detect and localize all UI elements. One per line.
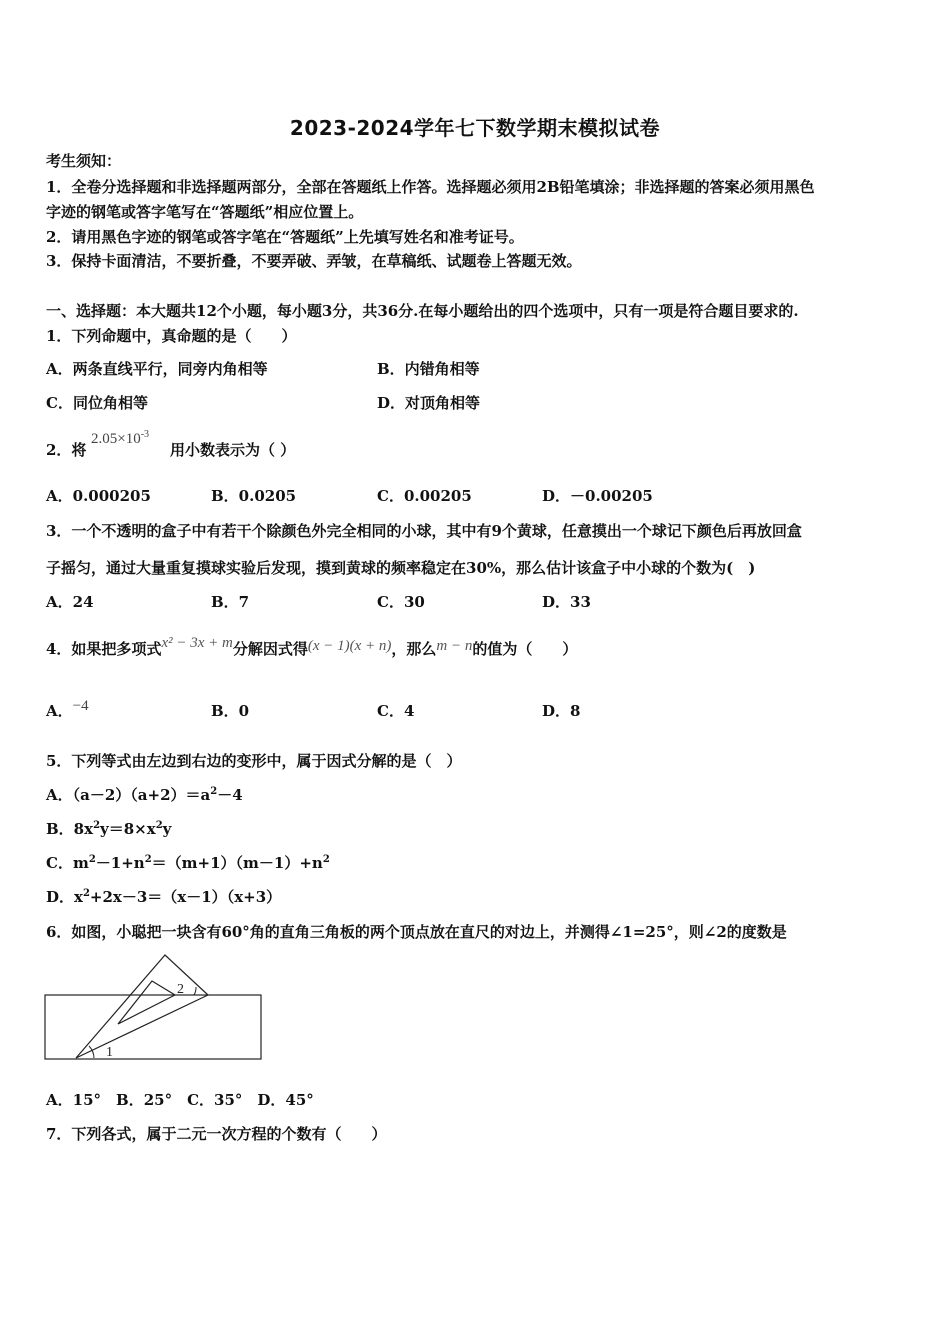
q5-d-part-2: +2x－3＝（x－1）（x+3） [89,888,282,906]
q1-option-c: C．同位角相等 [46,394,148,412]
q5-a-part-1: A．（a－2）（a+2）＝a [46,786,211,804]
q2-option-b: B．0.0205 [211,487,297,505]
q2-option-a: A．0.000205 [46,487,151,505]
q5-option-a [46,785,243,805]
q5-c-sup-2: 2 [144,854,152,865]
q4-polynomial: x² − 3x + m [161,635,233,651]
q1-option-b: B．内错角相等 [377,360,480,378]
ruler-rectangle [45,995,261,1059]
q4-option-a-label: A． [46,702,73,720]
q4-stem [46,635,578,660]
q5-c-part-2: －1+n [95,854,145,872]
notice-line-3: 2．请用黑色字迹的钢笔或答字笔在“答题纸”上先填写姓名和准考证号。 [46,228,524,246]
q5-a-sup: 2 [210,786,218,797]
q2-expression [91,428,149,449]
angle-1-label: 1 [106,1045,113,1060]
exam-title: 2023-2024学年七下数学期末模拟试卷 [289,116,661,140]
triangle-inner [118,981,175,1024]
q2-expr-exp: -3 [140,429,150,440]
q2-stem-pre: 2．将 [46,441,87,459]
q2-expr-base: 2.05×10 [91,431,141,447]
q4-option-a-value: −4 [72,698,89,714]
q5-option-d [46,887,281,907]
q4-factored-form: (x − 1)(x + n) [307,638,392,654]
angle-2-arc [194,987,196,995]
q4-stem-mid2: ，那么 [391,640,437,658]
q5-d-sup: 2 [82,888,90,899]
q5-b-sup-1: 2 [93,820,101,831]
section-1-heading: 一、选择题：本大题共12个小题，每小题3分，共36分.在每小题给出的四个选项中，只有一项是符合题目要求的. [46,302,799,320]
q4-option-d: D．8 [542,702,581,720]
angle-2-label: 2 [177,982,184,997]
q2-option-d: D．－0.00205 [542,487,653,505]
q5-b-part-1: B．8x [46,820,94,838]
q5-c-part-1: C．m [46,854,89,872]
q5-b-part-3: y [162,820,172,838]
q1-stem: 1．下列命题中，真命题的是（ ） [46,327,297,345]
q5-c-sup-3: 2 [322,854,330,865]
q3-option-b: B．7 [211,593,250,611]
q6-figure-ruler-triangle [40,952,270,1062]
q4-stem-mid: 分解因式得 [232,640,308,658]
triangle-outer [76,955,208,1058]
q5-a-part-2: －4 [217,786,243,804]
q3-stem-line-1: 3．一个不透明的盒子中有若干个除颜色外完全相同的小球，其中有9个黄球，任意摸出一个球记下颜色后再放回盒 [46,522,802,540]
q5-option-c [46,853,330,873]
q1-option-d: D．对顶角相等 [377,394,481,412]
q5-c-sup-1: 2 [88,854,96,865]
q3-option-d: D．33 [542,593,591,611]
q4-option-c: C．4 [377,702,415,720]
q4-stem-pre: 4．如果把多项式 [46,640,162,658]
q3-option-c: C．30 [377,593,425,611]
notice-line-1: 1．全卷分选择题和非选择题两部分，全部在答题纸上作答。选择题必须用2B铅笔填涂；非选择题的答案必须用黑色 [46,178,815,196]
q1-option-a: A．两条直线平行，同旁内角相等 [46,360,268,378]
q4-option-b: B．0 [211,702,250,720]
notice-line-4: 3．保持卡面清洁，不要折叠，不要弄破、弄皱，在草稿纸、试题卷上答题无效。 [46,252,582,270]
q7-stem: 7．下列各式，属于二元一次方程的个数有（ ） [46,1125,387,1143]
q5-c-part-3: ＝（m+1）（m－1）+n [151,854,323,872]
q6-options: A．15° B．25° C．35° D．45° [46,1091,314,1109]
q5-option-b [46,819,171,839]
q5-stem: 5．下列等式由左边到右边的变形中，属于因式分解的是（ ） [46,752,462,770]
q5-b-part-2: y＝8×x [100,820,156,838]
q5-b-sup-2: 2 [155,820,163,831]
q3-stem-line-2: 子摇匀，通过大量重复摸球实验后发现，摸到黄球的频率稳定在30%，那么估计该盒子中小球的个数为( ) [46,559,756,577]
notice-heading: 考生须知： [46,152,122,170]
q3-option-a: A．24 [46,593,94,611]
q5-d-part-1: D．x [46,888,83,906]
notice-line-2: 字迹的钢笔或答字笔写在“答题纸”相应位置上。 [46,203,364,221]
q4-m-minus-n: m − n [436,638,473,654]
q2-option-c: C．0.00205 [377,487,472,505]
q2-stem-post: 用小数表示为（ ） [170,441,296,459]
q4-stem-post: 的值为（ ） [472,640,578,658]
q6-stem: 6．如图，小聪把一块含有60°角的直角三角板的两个顶点放在直尺的对边上，并测得∠1=25°，则∠2的度数是 [46,923,787,941]
q4-option-a [46,698,89,722]
